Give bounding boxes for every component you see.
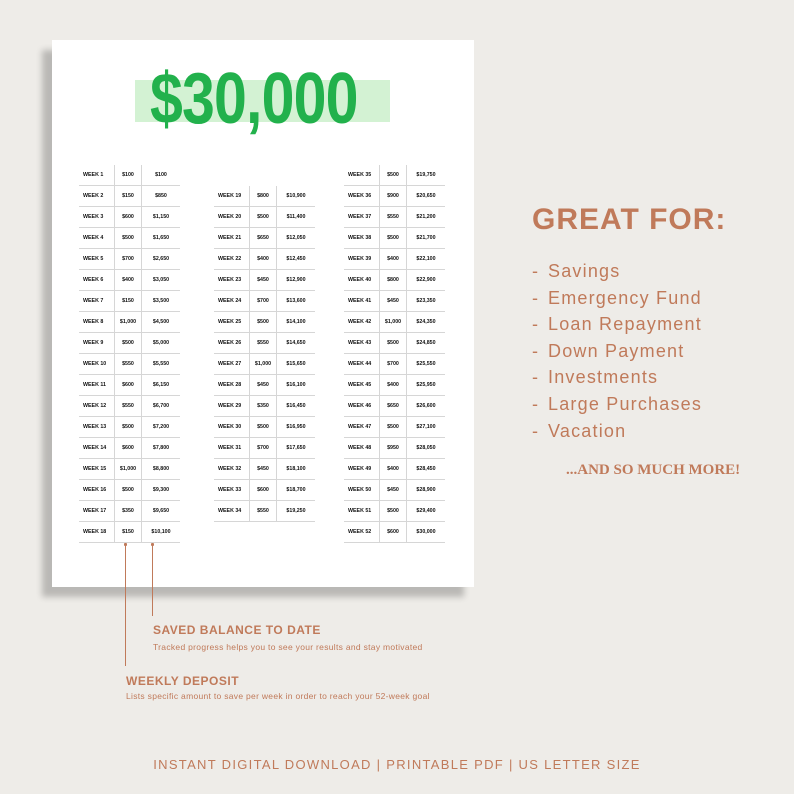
week-label: WEEK 41 <box>344 291 380 312</box>
table-row <box>344 228 445 249</box>
deposit-cell: $500 <box>115 333 142 354</box>
week-label: WEEK 48 <box>344 438 380 459</box>
balance-cell: $26,600 <box>407 396 446 417</box>
week-label: WEEK 9 <box>79 333 115 354</box>
table-row <box>214 417 315 438</box>
table-row <box>79 291 180 312</box>
saved-balance-caption-text: Tracked progress helps you to see your results and stay motivated <box>153 642 423 652</box>
deposit-cell: $500 <box>250 417 277 438</box>
table-row <box>79 522 180 543</box>
deposit-cell: $700 <box>250 291 277 312</box>
deposit-cell: $600 <box>115 438 142 459</box>
deposit-cell: $900 <box>380 186 407 207</box>
table-row <box>344 270 445 291</box>
deposit-cell: $500 <box>380 228 407 249</box>
deposit-cell: $500 <box>250 312 277 333</box>
balance-cell: $6,150 <box>142 375 181 396</box>
balance-cell: $24,350 <box>407 312 446 333</box>
table-row <box>344 333 445 354</box>
week-label: WEEK 14 <box>79 438 115 459</box>
table-row <box>214 459 315 480</box>
table-row <box>344 249 445 270</box>
deposit-cell: $400 <box>115 270 142 291</box>
deposit-cell: $500 <box>380 417 407 438</box>
deposit-cell: $1,000 <box>250 354 277 375</box>
table-row <box>79 249 180 270</box>
deposit-cell: $400 <box>380 375 407 396</box>
week-label: WEEK 8 <box>79 312 115 333</box>
deposit-cell: $550 <box>250 333 277 354</box>
deposit-cell: $500 <box>380 501 407 522</box>
balance-cell: $14,650 <box>277 333 316 354</box>
deposit-cell: $700 <box>115 249 142 270</box>
deposit-pointer-line <box>125 546 126 666</box>
balance-cell: $7,200 <box>142 417 181 438</box>
list-item: - Vacation <box>532 420 627 441</box>
week-label: WEEK 40 <box>344 270 380 291</box>
balance-cell: $18,700 <box>277 480 316 501</box>
deposit-cell: $150 <box>115 291 142 312</box>
table-row <box>214 438 315 459</box>
week-label: WEEK 5 <box>79 249 115 270</box>
deposit-cell: $400 <box>250 249 277 270</box>
week-label: WEEK 10 <box>79 354 115 375</box>
week-label: WEEK 52 <box>344 522 380 543</box>
table-row <box>344 522 445 543</box>
week-label: WEEK 24 <box>214 291 250 312</box>
balance-cell: $27,100 <box>407 417 446 438</box>
table-row <box>344 375 445 396</box>
table-row <box>344 207 445 228</box>
deposit-cell: $550 <box>250 501 277 522</box>
balance-cell: $20,650 <box>407 186 446 207</box>
deposit-cell: $450 <box>250 270 277 291</box>
deposit-cell: $150 <box>115 522 142 543</box>
week-label: WEEK 22 <box>214 249 250 270</box>
table-row <box>79 207 180 228</box>
balance-cell: $30,000 <box>407 522 446 543</box>
week-label: WEEK 35 <box>344 165 380 186</box>
deposit-cell: $650 <box>250 228 277 249</box>
table-row <box>79 228 180 249</box>
table-row <box>214 354 315 375</box>
deposit-cell: $450 <box>250 459 277 480</box>
list-item: - Large Purchases <box>532 393 703 414</box>
table-row <box>79 480 180 501</box>
deposit-cell: $550 <box>380 207 407 228</box>
deposit-cell: $500 <box>250 207 277 228</box>
table-row <box>344 186 445 207</box>
deposit-cell: $650 <box>380 396 407 417</box>
balance-cell: $1,150 <box>142 207 181 228</box>
deposit-cell: $150 <box>115 186 142 207</box>
balance-cell: $12,050 <box>277 228 316 249</box>
deposit-cell: $1,000 <box>115 459 142 480</box>
week-label: WEEK 20 <box>214 207 250 228</box>
table-row <box>79 438 180 459</box>
list-item: - Emergency Fund <box>532 287 702 308</box>
deposit-cell: $600 <box>115 207 142 228</box>
week-label: WEEK 2 <box>79 186 115 207</box>
deposit-cell: $1,000 <box>115 312 142 333</box>
table-row <box>344 480 445 501</box>
week-label: WEEK 4 <box>79 228 115 249</box>
table-row <box>79 417 180 438</box>
week-label: WEEK 37 <box>344 207 380 228</box>
deposit-cell: $600 <box>380 522 407 543</box>
week-label: WEEK 42 <box>344 312 380 333</box>
deposit-cell: $600 <box>115 375 142 396</box>
balance-cell: $9,300 <box>142 480 181 501</box>
week-label: WEEK 44 <box>344 354 380 375</box>
weeks-table-1 <box>79 165 180 543</box>
deposit-cell: $450 <box>250 375 277 396</box>
table-row <box>79 354 180 375</box>
deposit-cell: $450 <box>380 291 407 312</box>
balance-cell: $1,650 <box>142 228 181 249</box>
table-row <box>214 270 315 291</box>
table-row <box>344 438 445 459</box>
table-row <box>344 459 445 480</box>
table-row <box>214 228 315 249</box>
list-item: - Savings <box>532 261 621 281</box>
week-label: WEEK 32 <box>214 459 250 480</box>
deposit-cell: $450 <box>380 480 407 501</box>
week-label: WEEK 26 <box>214 333 250 354</box>
balance-cell: $25,950 <box>407 375 446 396</box>
table-row <box>344 165 445 186</box>
balance-cell: $850 <box>142 186 181 207</box>
deposit-cell: $400 <box>380 459 407 480</box>
table-row <box>344 354 445 375</box>
balance-cell: $10,900 <box>277 186 316 207</box>
table-row <box>79 501 180 522</box>
table-row <box>79 333 180 354</box>
week-label: WEEK 3 <box>79 207 115 228</box>
balance-cell: $28,900 <box>407 480 446 501</box>
week-label: WEEK 31 <box>214 438 250 459</box>
balance-cell: $12,450 <box>277 249 316 270</box>
week-label: WEEK 11 <box>79 375 115 396</box>
balance-cell: $9,650 <box>142 501 181 522</box>
week-label: WEEK 29 <box>214 396 250 417</box>
balance-cell: $3,500 <box>142 291 181 312</box>
balance-cell: $6,700 <box>142 396 181 417</box>
week-label: WEEK 28 <box>214 375 250 396</box>
balance-cell: $23,350 <box>407 291 446 312</box>
great-for-heading: GREAT FOR: <box>532 203 727 236</box>
deposit-cell: $800 <box>380 270 407 291</box>
week-label: WEEK 16 <box>79 480 115 501</box>
deposit-cell: $550 <box>115 354 142 375</box>
weeks-table-3 <box>344 165 445 543</box>
balance-cell: $5,550 <box>142 354 181 375</box>
week-label: WEEK 39 <box>344 249 380 270</box>
balance-cell: $14,100 <box>277 312 316 333</box>
great-for-list <box>532 258 702 444</box>
table-row <box>214 375 315 396</box>
table-row <box>214 333 315 354</box>
weekly-deposit-caption-text: Lists specific amount to save per week in order to reach your 52-week goal <box>126 691 430 701</box>
balance-cell: $10,100 <box>142 522 181 543</box>
balance-cell: $13,600 <box>277 291 316 312</box>
deposit-cell: $500 <box>380 333 407 354</box>
week-label: WEEK 33 <box>214 480 250 501</box>
week-label: WEEK 47 <box>344 417 380 438</box>
week-label: WEEK 17 <box>79 501 115 522</box>
week-label: WEEK 43 <box>344 333 380 354</box>
balance-cell: $21,700 <box>407 228 446 249</box>
week-label: WEEK 30 <box>214 417 250 438</box>
weekly-deposit-caption-title: WEEKLY DEPOSIT <box>126 674 240 688</box>
table-row <box>344 312 445 333</box>
balance-cell: $22,100 <box>407 249 446 270</box>
table-row <box>79 459 180 480</box>
week-label: WEEK 13 <box>79 417 115 438</box>
table-row <box>344 417 445 438</box>
balance-cell: $28,450 <box>407 459 446 480</box>
deposit-cell: $800 <box>250 186 277 207</box>
table-row <box>79 312 180 333</box>
week-label: WEEK 50 <box>344 480 380 501</box>
deposit-cell: $550 <box>115 396 142 417</box>
table-row <box>79 375 180 396</box>
week-label: WEEK 34 <box>214 501 250 522</box>
table-row <box>344 501 445 522</box>
deposit-cell: $400 <box>380 249 407 270</box>
table-row <box>214 312 315 333</box>
balance-cell: $24,850 <box>407 333 446 354</box>
week-label: WEEK 25 <box>214 312 250 333</box>
week-label: WEEK 38 <box>344 228 380 249</box>
deposit-cell: $700 <box>250 438 277 459</box>
chart-title: $30,000 <box>150 59 358 139</box>
table-row <box>214 207 315 228</box>
balance-cell: $17,650 <box>277 438 316 459</box>
deposit-cell: $500 <box>115 228 142 249</box>
balance-pointer-line <box>152 546 153 616</box>
week-label: WEEK 45 <box>344 375 380 396</box>
balance-cell: $11,400 <box>277 207 316 228</box>
week-label: WEEK 1 <box>79 165 115 186</box>
table-row <box>79 165 180 186</box>
deposit-cell: $500 <box>380 165 407 186</box>
table-row <box>79 186 180 207</box>
weeks-table-2 <box>214 186 315 522</box>
table-row <box>214 291 315 312</box>
balance-cell: $16,950 <box>277 417 316 438</box>
deposit-cell: $500 <box>115 417 142 438</box>
deposit-cell: $350 <box>250 396 277 417</box>
balance-cell: $16,100 <box>277 375 316 396</box>
week-label: WEEK 51 <box>344 501 380 522</box>
balance-cell: $8,800 <box>142 459 181 480</box>
deposit-cell: $1,000 <box>380 312 407 333</box>
week-label: WEEK 15 <box>79 459 115 480</box>
balance-cell: $100 <box>142 165 181 186</box>
deposit-cell: $500 <box>115 480 142 501</box>
balance-cell: $18,100 <box>277 459 316 480</box>
week-label: WEEK 49 <box>344 459 380 480</box>
table-row <box>79 396 180 417</box>
balance-cell: $28,050 <box>407 438 446 459</box>
deposit-cell: $950 <box>380 438 407 459</box>
list-item: - Down Payment <box>532 340 685 361</box>
balance-cell: $29,400 <box>407 501 446 522</box>
balance-cell: $4,500 <box>142 312 181 333</box>
table-row <box>214 501 315 522</box>
table-row <box>344 291 445 312</box>
table-row <box>214 249 315 270</box>
balance-cell: $22,900 <box>407 270 446 291</box>
week-label: WEEK 7 <box>79 291 115 312</box>
balance-cell: $2,650 <box>142 249 181 270</box>
balance-cell: $7,800 <box>142 438 181 459</box>
week-label: WEEK 46 <box>344 396 380 417</box>
deposit-cell: $600 <box>250 480 277 501</box>
list-item: - Loan Repayment <box>532 314 702 335</box>
deposit-cell: $700 <box>380 354 407 375</box>
balance-cell: $19,250 <box>277 501 316 522</box>
table-row <box>79 270 180 291</box>
table-row <box>214 480 315 501</box>
table-row <box>214 396 315 417</box>
week-label: WEEK 12 <box>79 396 115 417</box>
footer-text: INSTANT DIGITAL DOWNLOAD | PRINTABLE PDF | US LETTER SIZE <box>153 757 641 772</box>
week-label: WEEK 36 <box>344 186 380 207</box>
balance-cell: $12,900 <box>277 270 316 291</box>
list-item: - Investments <box>532 367 659 388</box>
balance-cell: $15,650 <box>277 354 316 375</box>
balance-cell: $3,050 <box>142 270 181 291</box>
balance-cell: $16,450 <box>277 396 316 417</box>
table-row <box>344 396 445 417</box>
deposit-cell: $100 <box>115 165 142 186</box>
week-label: WEEK 27 <box>214 354 250 375</box>
deposit-cell: $350 <box>115 501 142 522</box>
savings-chart-page <box>52 40 474 587</box>
table-row <box>214 186 315 207</box>
balance-cell: $25,550 <box>407 354 446 375</box>
balance-cell: $19,750 <box>407 165 446 186</box>
saved-balance-caption-title: SAVED BALANCE TO DATE <box>153 623 321 637</box>
and-more-text: ...AND SO MUCH MORE! <box>566 462 741 478</box>
week-label: WEEK 21 <box>214 228 250 249</box>
week-label: WEEK 6 <box>79 270 115 291</box>
balance-cell: $21,200 <box>407 207 446 228</box>
week-label: WEEK 18 <box>79 522 115 543</box>
week-label: WEEK 19 <box>214 186 250 207</box>
week-label: WEEK 23 <box>214 270 250 291</box>
balance-cell: $5,000 <box>142 333 181 354</box>
